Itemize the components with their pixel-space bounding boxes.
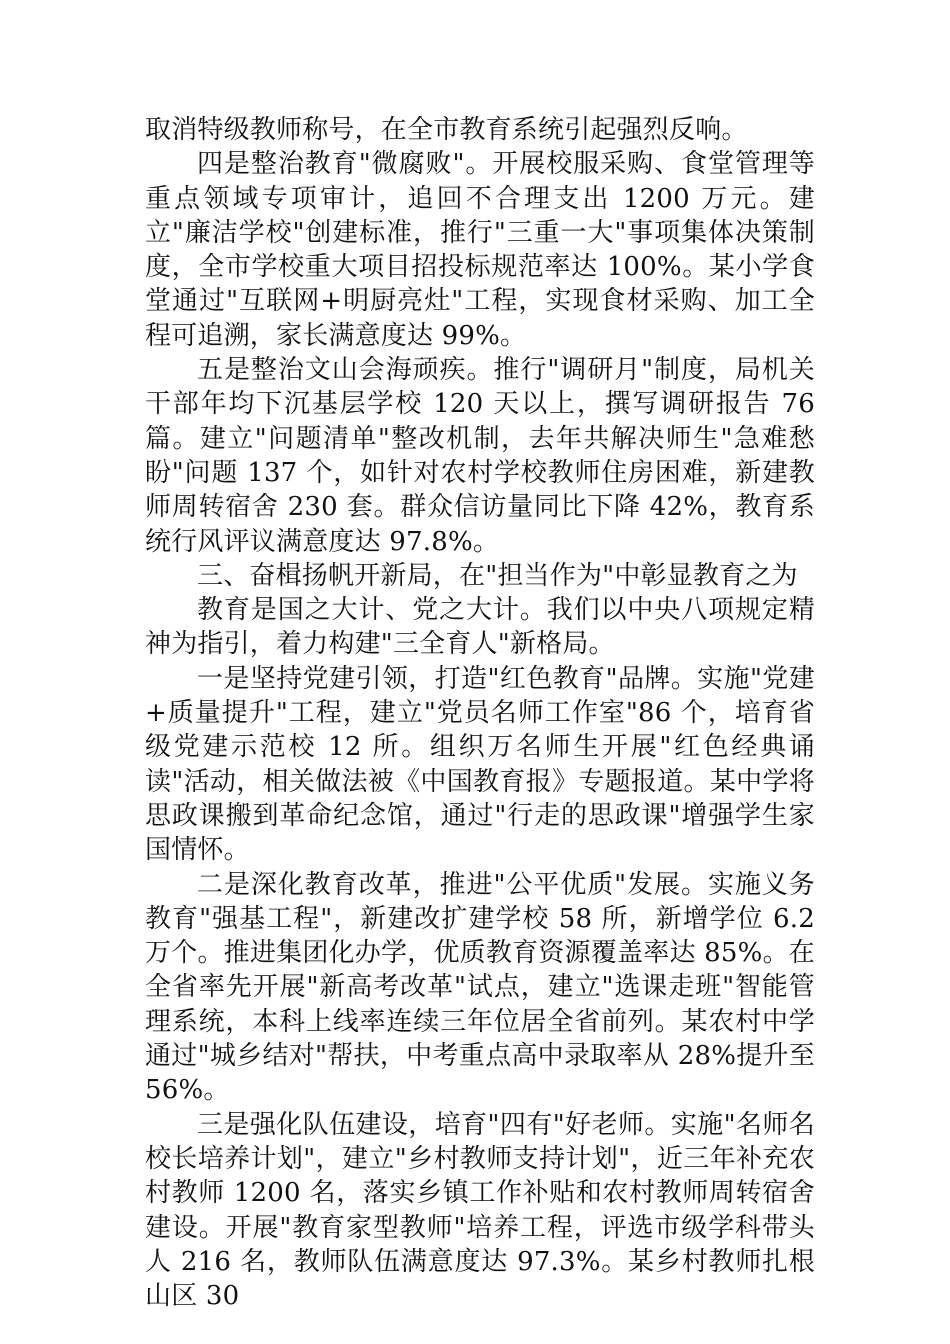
paragraph-fix-micro-corruption: 四是整治教育"微腐败"。开展校服采购、食堂管理等重点领域专项审计，追回不合理支出 1200 万元。建立"廉洁学校"创建标准，推行"三重一大"事项集体决策制度，全市学校重大项目招投标规范率达 100%。某小学食堂通过"互联网+明厨亮灶"工程，实现食材采购、加工全程可追溯，家长满意度达 99%。 [145, 149, 815, 351]
document-body [145, 113, 815, 1313]
paragraph-education-reform: 二是深化教育改革，推进"公平优质"发展。实施义务教育"强基工程"，新建改扩建学校 58 所，新增学位 6.2 万个。推进集团化办学，优质教育资源覆盖率达 85%。在全省率先开展"新高考改革"试点，建立"选课走班"智能管理系统，本科上线率连续三年位居全省前列。某农村中学通过"城乡结对"帮扶，中考重点高中录取率从 28%提升至 56%。 [145, 869, 815, 1106]
section-heading: 三、奋楫扬帆开新局，在"担当作为"中彰显教育之为 [197, 560, 798, 591]
paragraph-party-building: 一是坚持党建引领，打造"红色教育"品牌。实施"党建+质量提升"工程，建立"党员名师工作室"86 个，培育省级党建示范校 12 所。组织万名师生开展"红色经典诵读"活动，相关做法被《中国教育报》专题报道。某中学将思政课搬到革命纪念馆，通过"行走的思政课"增强学生家国情怀。 [145, 663, 815, 866]
paragraph-continuation: 取消特级教师称号，在全市教育系统引起强烈反响。 [145, 115, 748, 145]
paragraph-fix-meetings: 五是整治文山会海顽疾。推行"调研月"制度，局机关干部年均下沉基层学校 120 天以上，撰写调研报告 76 篇。建立"问题清单"整改机制，去年共解决师生"急难愁盼"问题 137 个，如针对农村学校教师住房困难，新建教师周转宿舍 230 套。群众信访量同比下降 42%，教育系统行风评议满意度达 97.8%。 [145, 355, 815, 557]
paragraph-teacher-team: 三是强化队伍建设，培育"四有"好老师。实施"名师名校长培养计划"，建立"乡村教师支持计划"，近三年补充农村教师 1200 名，落实乡镇工作补贴和农村教师周转宿舍建设。开展"教育家型教师"培养工程，评选市级学科带头人 216 名，教师队伍满意度达 97.3%。某乡村教师扎根山区 30 [145, 1109, 815, 1312]
paragraph-section-intro: 教育是国之大计、党之大计。我们以中央八项规定精神为指引，着力构建"三全育人"新格局。 [145, 595, 815, 660]
